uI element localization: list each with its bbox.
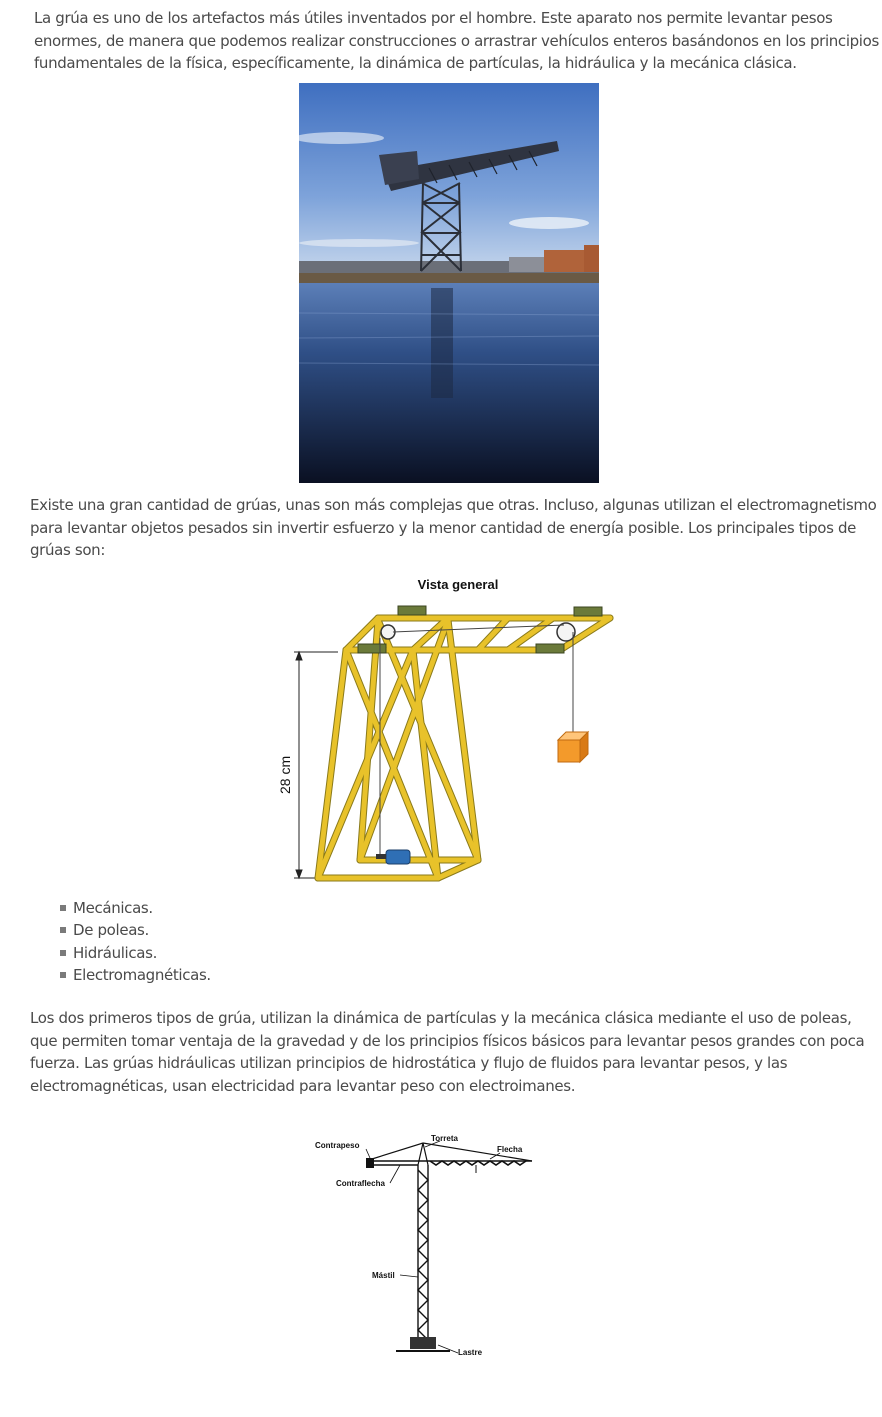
- intro-line: La grúa es uno de los artefactos más útiles inventados por el hombre. Este aparato nos permite levantar pesos: [34, 9, 833, 27]
- label-lastre: Lastre: [458, 1348, 483, 1357]
- bullet-square-icon: [60, 950, 66, 956]
- explanation-line: electromagnéticas, usan electricidad para levantar peso con electroimanes.: [30, 1076, 576, 1095]
- types-intro-line: Existe una gran cantidad de grúas, unas son más complejas que otras. Incluso, algunas utilizan el electromagnetismo: [30, 496, 877, 514]
- types-intro-line: grúas son:: [30, 541, 106, 559]
- intro-line: enormes, de manera que podemos realizar construcciones o arrastrar vehículos enteros basándonos en los principios: [34, 31, 879, 50]
- general-view-diagram: [268, 570, 628, 890]
- bullet-square-icon: [60, 972, 66, 978]
- crane-type-label: De poleas.: [73, 921, 149, 940]
- bullet-square-icon: [60, 927, 66, 933]
- intro-line: fundamentales de la física, específicamente, la dinámica de partículas, la hidráulica y la mecánica clásica.: [34, 54, 797, 72]
- crane-type-label: Mecánicas.: [73, 899, 153, 917]
- explanation-line: Los dos primeros tipos de grúa, utilizan la dinámica de partículas y la mecánica clásica mediante el uso de poleas,: [30, 1009, 852, 1027]
- explanation-line: fuerza. Las grúas hidráulicas utilizan principios de hidrostática y flujo de fluidos para levantar pesos, y las: [30, 1054, 788, 1072]
- explanation-line: que permiten tomar ventaja de la gravedad y de los principios físicos básicos para levantar pesos grandes con poca: [30, 1031, 865, 1050]
- dimension-label: 28 cm: [277, 755, 293, 794]
- diagram-title: Vista general: [417, 577, 499, 592]
- label-torreta: Torreta: [431, 1134, 458, 1143]
- explanation-paragraph: [30, 1007, 866, 1097]
- bullet-square-icon: [60, 905, 66, 911]
- label-mastil: Mástil: [372, 1271, 395, 1280]
- crane-type-label: Electromagnéticas.: [73, 965, 211, 984]
- crane-type-label: Hidráulicas.: [73, 943, 157, 962]
- list-item: [60, 919, 211, 941]
- list-item: [60, 964, 211, 986]
- label-contrapeso: Contrapeso: [315, 1141, 360, 1150]
- types-intro-paragraph: [30, 494, 877, 562]
- label-flecha: Flecha: [497, 1145, 523, 1154]
- label-contraflecha: Contraflecha: [336, 1179, 385, 1188]
- crane-photo: [299, 83, 599, 483]
- intro-paragraph: [34, 7, 879, 75]
- tower-crane-diagram: [300, 1125, 545, 1370]
- crane-types-list: [60, 897, 211, 986]
- types-intro-line: para levantar objetos pesados sin invertir esfuerzo y la menor cantidad de energía posible. Los principales tipos de: [30, 518, 857, 537]
- list-item: [60, 942, 211, 964]
- list-item: [60, 897, 211, 919]
